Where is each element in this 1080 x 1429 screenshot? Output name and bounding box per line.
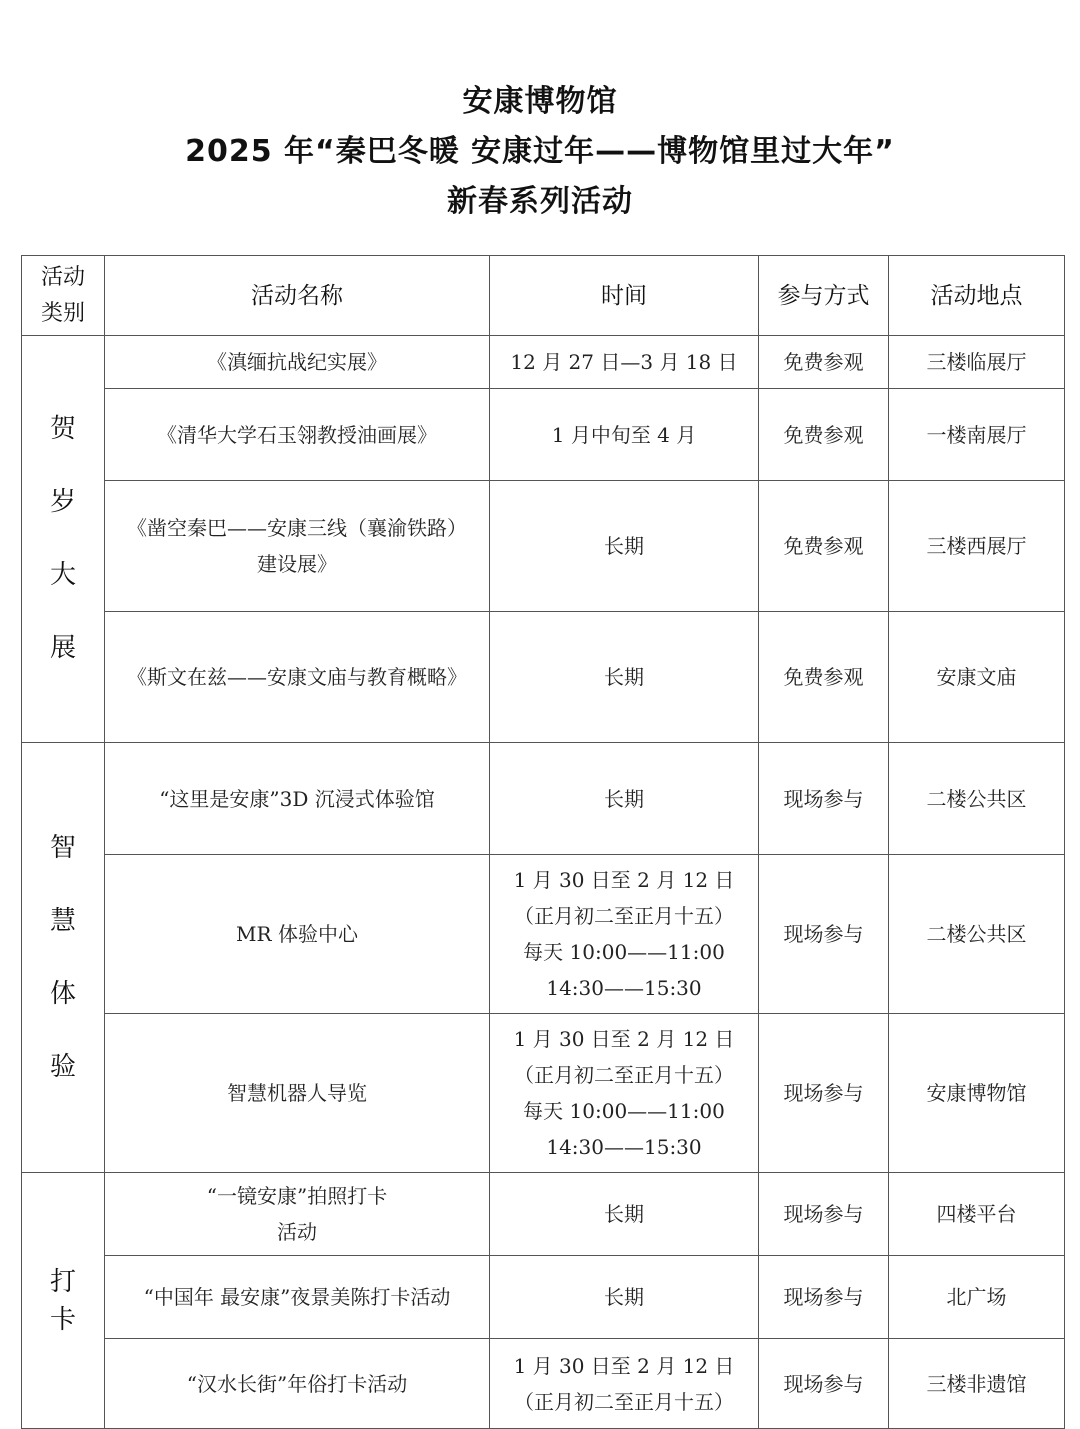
activity-method: 现场参与: [759, 1173, 889, 1256]
activity-name-line: “汉水长街”年俗打卡活动: [186, 1371, 408, 1396]
activity-time-line: 1 月 30 日至 2 月 12 日: [513, 1027, 735, 1051]
table-row: [22, 743, 1065, 855]
activity-name-line: 活动: [277, 1220, 317, 1244]
activity-location: 四楼平台: [889, 1173, 1065, 1256]
activity-method: 现场参与: [759, 855, 889, 1014]
page-subtitle-2: 新春系列活动: [447, 184, 633, 219]
category-char: 大: [49, 560, 76, 590]
activity-name: [105, 1339, 490, 1429]
page-subtitle: 2025 年“秦巴冬暖 安康过年——博物馆里过大年”: [185, 134, 895, 169]
activity-time-line: 长期: [604, 786, 644, 811]
table-row: [22, 389, 1065, 481]
activity-name-line: “中国年 最安康”夜景美陈打卡活动: [143, 1285, 451, 1309]
activity-time-line: 每天 10:00——11:00: [523, 940, 725, 964]
category-cell: [22, 1173, 105, 1429]
activity-table: [21, 255, 1065, 1429]
header-method: 参与方式: [759, 256, 889, 336]
activity-method: 现场参与: [759, 1014, 889, 1173]
activity-location: 二楼公共区: [889, 855, 1065, 1014]
category-char: 展: [49, 633, 76, 663]
activity-name: [105, 481, 490, 612]
activity-method: 免费参观: [759, 336, 889, 389]
activity-method: 现场参与: [759, 743, 889, 855]
activity-time: [490, 1256, 759, 1339]
table-header-row: [22, 256, 1065, 336]
activity-method: 免费参观: [759, 389, 889, 481]
header-category: [22, 256, 105, 336]
activity-time: [490, 612, 759, 743]
activity-location: 二楼公共区: [889, 743, 1065, 855]
page-title: 安康博物馆: [462, 84, 618, 119]
header-name: 活动名称: [105, 256, 490, 336]
activity-time: [490, 481, 759, 612]
activity-time-line: 1 月 30 日至 2 月 12 日: [513, 1353, 735, 1378]
activity-name: [105, 1014, 490, 1173]
activity-name-line: “一镜安康”拍照打卡: [206, 1184, 388, 1208]
activity-time-line: （正月初二至正月十五）: [514, 1389, 734, 1414]
activity-time-line: 长期: [604, 534, 644, 558]
table-row: [22, 1256, 1065, 1339]
activity-time: [490, 336, 759, 389]
activity-location: 安康文庙: [889, 612, 1065, 743]
activity-name-line: 《清华大学石玉翎教授油画展》: [157, 422, 437, 447]
table-row: [22, 855, 1065, 1014]
activity-time-line: 12 月 27 日—3 月 18 日: [510, 350, 738, 374]
header-location: 活动地点: [889, 256, 1065, 336]
table-row: [22, 481, 1065, 612]
activity-time-line: 长期: [604, 665, 644, 689]
activity-method: 现场参与: [759, 1256, 889, 1339]
activity-name-line: “这里是安康”3D 沉浸式体验馆: [159, 786, 435, 811]
activity-time-line: 1 月 30 日至 2 月 12 日: [513, 868, 735, 892]
category-char: 贺: [49, 414, 76, 444]
activity-name-line: 建设展》: [257, 552, 337, 576]
category-char: 打: [49, 1266, 76, 1297]
activity-name: [105, 743, 490, 855]
table-row: [22, 1173, 1065, 1256]
category-cell: [22, 336, 105, 743]
activity-time-line: 14:30——15:30: [546, 976, 702, 1000]
activity-time: [490, 743, 759, 855]
category-char: 体: [49, 978, 76, 1009]
activity-name-line: MR 体验中心: [236, 922, 358, 946]
activity-time-line: 14:30——15:30: [546, 1135, 702, 1159]
activity-name: [105, 389, 490, 481]
activity-location: 一楼南展厅: [889, 389, 1065, 481]
activity-method: 免费参观: [759, 612, 889, 743]
activity-time-line: 1 月中旬至 4 月: [551, 422, 697, 447]
activity-name: [105, 1173, 490, 1256]
activity-name-line: 智慧机器人导览: [227, 1081, 367, 1105]
activity-name: [105, 612, 490, 743]
category-char: 智: [49, 832, 76, 863]
category-char: 验: [49, 1051, 76, 1082]
category-char: 卡: [49, 1304, 76, 1335]
activity-name: [105, 1256, 490, 1339]
activity-name: [105, 855, 490, 1014]
activity-time: [490, 1173, 759, 1256]
activity-time: [490, 1014, 759, 1173]
table-row: [22, 612, 1065, 743]
activity-time-line: 长期: [604, 1285, 644, 1309]
activity-method: 免费参观: [759, 481, 889, 612]
activity-time: [490, 1339, 759, 1429]
activity-location: 三楼非遗馆: [889, 1339, 1065, 1429]
activity-location: 安康博物馆: [889, 1014, 1065, 1173]
activity-location: 三楼临展厅: [889, 336, 1065, 389]
table-body: [22, 336, 1065, 1429]
activity-time: [490, 855, 759, 1014]
category-char: 岁: [49, 487, 76, 517]
activity-location: 北广场: [889, 1256, 1065, 1339]
category-cell: [22, 743, 105, 1173]
header-category-line2: 类别: [40, 300, 85, 326]
activity-name-line: 《斯文在兹——安康文庙与教育概略》: [127, 665, 467, 689]
activity-method: 现场参与: [759, 1339, 889, 1429]
header-category-line1: 活动: [40, 264, 85, 290]
activity-time-line: 长期: [604, 1202, 644, 1226]
category-char: 慧: [49, 905, 76, 936]
activity-location: 三楼西展厅: [889, 481, 1065, 612]
header-time: 时间: [490, 256, 759, 336]
activity-name-line: 《凿空秦巴——安康三线（襄渝铁路）: [127, 516, 467, 540]
activity-time-line: （正月初二至正月十五）: [514, 904, 734, 928]
activity-time-line: （正月初二至正月十五）: [514, 1063, 734, 1087]
activity-time: [490, 389, 759, 481]
activity-name: [105, 336, 490, 389]
table-row: [22, 1339, 1065, 1429]
table-row: [22, 336, 1065, 389]
table-row: [22, 1014, 1065, 1173]
activity-name-line: 《滇缅抗战纪实展》: [207, 350, 387, 374]
activity-time-line: 每天 10:00——11:00: [523, 1099, 725, 1123]
